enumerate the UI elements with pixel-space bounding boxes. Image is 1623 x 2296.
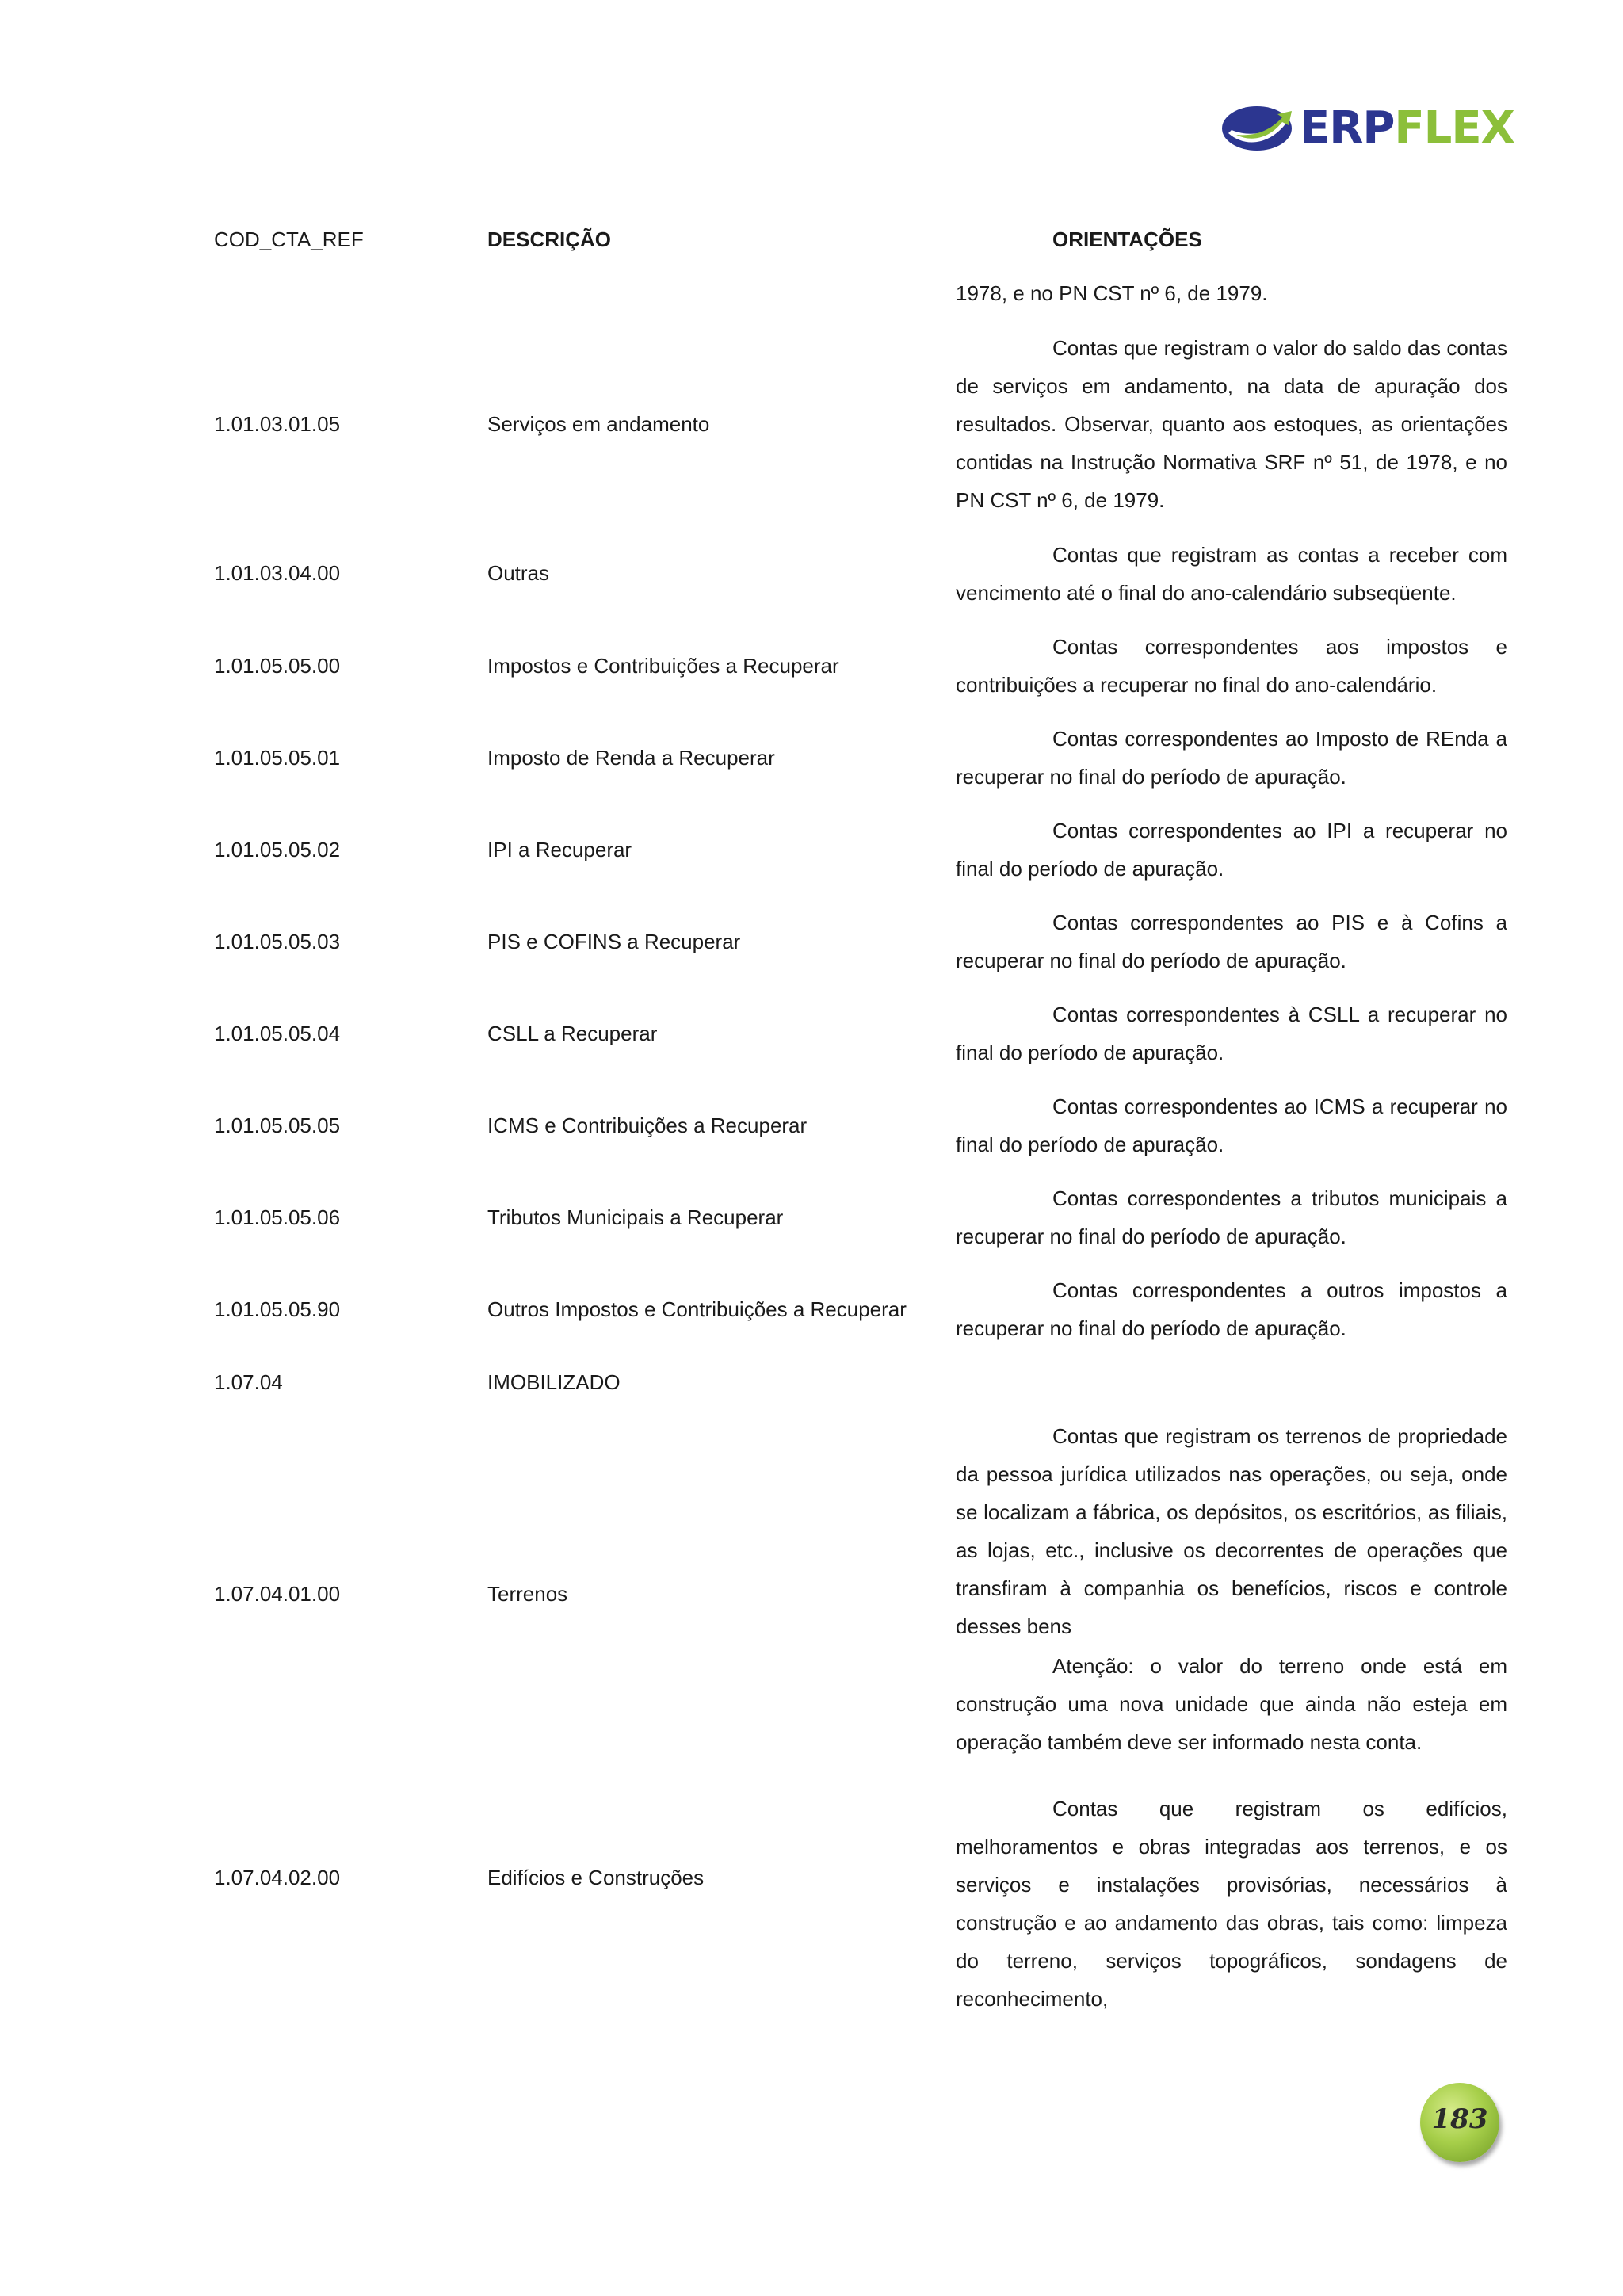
orientation-paragraph: Contas correspondentes aos impostos e contribuições a recuperar no final do ano-calendário. — [956, 635, 1507, 697]
table-row-code: 1.01.05.05.04 — [214, 1022, 341, 1045]
logo-erp-text: ERP — [1300, 102, 1395, 154]
table-row-description: Imposto de Renda a Recuperar — [487, 746, 775, 770]
orientation-paragraph: Contas que registram o valor do saldo das contas de serviços em andamento, na data de apuração dos resultados. Observar, quanto aos estoques, as orientações contidas na Instrução Normativa SRF nº 51, de 1978, e no PN CST nº 6, de 1979. — [956, 336, 1507, 512]
table-row-description: IPI a Recuperar — [487, 838, 632, 861]
table-row-code: 1.01.05.05.90 — [214, 1297, 341, 1321]
table-row-orientation — [956, 904, 1507, 980]
orientation-paragraph: Atenção: o valor do terreno onde está em construção uma nova unidade que ainda não esteja em operação também deve ser informado nesta conta. — [956, 1654, 1507, 1754]
table-row-code: 1.01.03.01.05 — [214, 412, 341, 436]
table-row-code: 1.07.04 — [214, 1370, 283, 1394]
table-row-description: CSLL a Recuperar — [487, 1022, 658, 1045]
header-description: DESCRIÇÃO — [487, 227, 612, 251]
table-row-description: Serviços em andamento — [487, 412, 710, 436]
orientation-paragraph: Contas correspondentes a outros impostos a recuperar no final do período de apuração. — [956, 1278, 1507, 1340]
logo-swoosh-icon — [1220, 101, 1300, 157]
table-row-code: 1.07.04.02.00 — [214, 1866, 341, 1889]
orientation-paragraph: Contas correspondentes ao PIS e à Cofins a recuperar no final do período de apuração. — [956, 911, 1507, 972]
table-row-code: 1.01.05.05.03 — [214, 930, 341, 953]
table-row-description: Impostos e Contribuições a Recuperar — [487, 654, 839, 678]
table-row-code: 1.01.05.05.06 — [214, 1205, 341, 1229]
table-row-code: 1.07.04.01.00 — [214, 1582, 341, 1606]
orientation-paragraph: Contas correspondentes ao ICMS a recuperar no final do período de apuração. — [956, 1095, 1507, 1156]
orientation-paragraph: Contas que registram as contas a receber com vencimento até o final do ano-calendário subseqüente. — [956, 543, 1507, 605]
header-orientation: ORIENTAÇÕES — [1052, 227, 1202, 251]
table-row-description: ICMS e Contribuições a Recuperar — [487, 1114, 808, 1137]
table-row-code: 1.01.03.04.00 — [214, 561, 341, 585]
orientation-paragraph: Contas que registram os edifícios, melhoramentos e obras integradas aos terrenos, e os serviços e instalações provisórias, necessários à construção e ao andamento das obras, tais como: limpeza do terreno, serviços topográficos, sondagens de reconhecimento, — [956, 1797, 1507, 2011]
table-row-description: IMOBILIZADO — [487, 1370, 621, 1394]
table-row-orientation — [956, 1271, 1507, 1347]
table-row-code: 1.01.05.05.00 — [214, 654, 341, 678]
table-row-description: Terrenos — [487, 1582, 568, 1606]
table-row-orientation — [956, 628, 1507, 704]
table-row-description: Outros Impostos e Contribuições a Recuperar — [487, 1297, 907, 1321]
table-row-orientation — [956, 720, 1507, 796]
table-row-orientation — [956, 274, 1507, 312]
orientation-paragraph: Contas que registram os terrenos de propriedade da pessoa jurídica utilizados nas operações, ou seja, onde se localizam a fábrica, os depósitos, os escritórios, as filiais, as lojas, etc., inclusive os decorrentes de operações que transfiram à companhia os benefícios, riscos e controle desses bens — [956, 1424, 1507, 1638]
orientation-paragraph: 1978, e no PN CST nº 6, de 1979. — [956, 281, 1268, 305]
table-row-code: 1.01.05.05.02 — [214, 838, 341, 861]
table-row-orientation — [956, 1179, 1507, 1255]
table-row-description: PIS e COFINS a Recuperar — [487, 930, 741, 953]
page-number-badge — [1420, 2083, 1504, 2167]
table-row-orientation — [956, 995, 1507, 1072]
logo-flex-text: FLEX — [1394, 102, 1514, 154]
table-row-orientation — [956, 329, 1507, 519]
table-row-orientation — [956, 1790, 1507, 2018]
table-row-orientation — [956, 1087, 1507, 1163]
header-code: COD_CTA_REF — [214, 227, 364, 251]
orientation-paragraph: Contas correspondentes à CSLL a recuperar no final do período de apuração. — [956, 1003, 1507, 1064]
table-row-description: Outras — [487, 561, 550, 585]
table-row-description: Edifícios e Construções — [487, 1866, 705, 1889]
table-row-orientation — [956, 812, 1507, 888]
orientation-paragraph: Contas correspondentes a tributos municipais a recuperar no final do período de apuração. — [956, 1186, 1507, 1248]
logo-wordmark — [1300, 103, 1514, 154]
table-row-code: 1.01.05.05.05 — [214, 1114, 341, 1137]
orientation-paragraph: Contas correspondentes ao IPI a recuperar no final do período de apuração. — [956, 819, 1507, 881]
orientation-paragraph: Contas correspondentes ao Imposto de REnda a recuperar no final do período de apuração. — [956, 727, 1507, 789]
page-number: 183 — [1431, 2103, 1488, 2135]
table-row-orientation — [956, 1417, 1507, 1761]
table-row-code: 1.01.05.05.01 — [214, 746, 341, 770]
table-row-description: Tributos Municipais a Recuperar — [487, 1205, 784, 1229]
erpflex-logo — [1220, 101, 1514, 157]
table-row-orientation — [956, 536, 1507, 612]
